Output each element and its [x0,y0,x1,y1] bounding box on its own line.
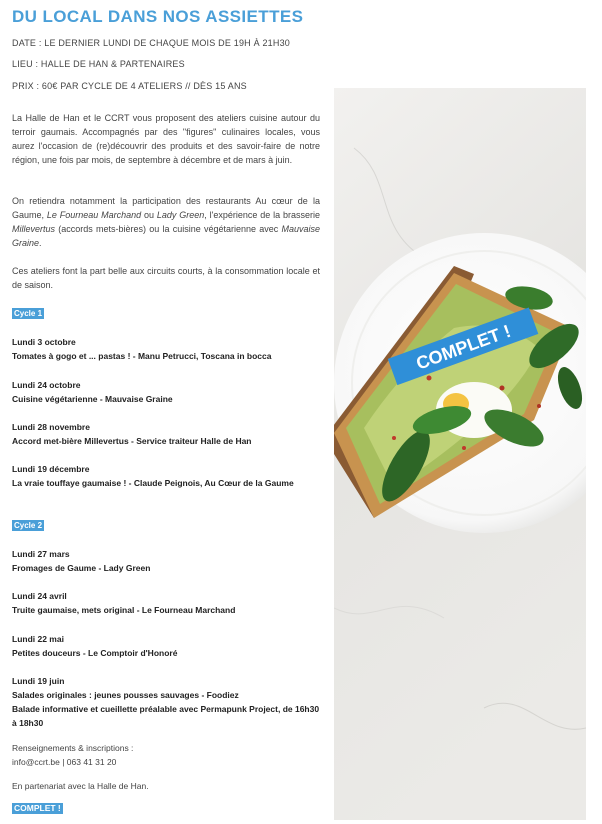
session-item: Lundi 24 avril Truite gaumaise, mets original - Le Fourneau Marchand [12,591,236,615]
page-title: DU LOCAL DANS NOS ASSIETTES [12,7,304,26]
restaurant-lady-green: Lady Green [156,210,205,220]
cycle-2-badge: Cycle 2 [14,521,43,530]
event-price: PRIX : 60€ PAR CYCLE DE 4 ATELIERS // DÈS 15 ANS [12,81,247,91]
session-item: Lundi 3 octobre Tomates à gogo et ... pastas ! - Manu Petrucci, Toscana in bocca [12,337,272,361]
complet-badge: COMPLET ! [14,803,61,813]
brasserie-millevertus: Millevertus [12,224,56,234]
session-item: Lundi 28 novembre Accord met-bière Millevertus - Service traiteur Halle de Han [12,422,252,446]
food-photo [334,88,586,820]
partners-paragraph: On retiendra notamment la participation des restaurants Au cœur de la Gaume, Le Fourneau Marchand ou Lady Green, l'expérience de la brasserie Millevertus (accords mets-bières) ou la cuisine végétarienne avec Mauvaise Graine. [12,196,320,248]
cycle-1-badge: Cycle 1 [14,309,43,318]
event-location: LIEU : HALLE DE HAN & PARTENAIRES [12,59,185,69]
complet-banner: COMPLET ! [413,320,514,374]
circuits-paragraph: Ces ateliers font la part belle aux circuits courts, à la consommation locale et de saison. [12,266,320,290]
contact-label: Renseignements & inscriptions : [12,743,134,753]
session-item: Lundi 27 mars Fromages de Gaume - Lady Green [12,549,151,573]
restaurant-fourneau: Le Fourneau Marchand [46,210,142,220]
session-item: Lundi 24 octobre Cuisine végétarienne - Mauvaise Graine [12,380,173,404]
intro-paragraph: La Halle de Han et le CCRT vous proposent des ateliers cuisine autour du terroir gaumais. Accompagnés par des "figures" culinaires locales, vous aurez l'occasion de (re)découvrir des produits et des savoir-faire de notre région, une fois par mois, de septembre à décembre et de mars à juin. [12,113,320,165]
contact-info[interactable]: info@ccrt.be | 063 41 31 20 [12,757,117,767]
session-item: Lundi 19 juin Salades originales : jeunes pousses sauvages - Foodiez Balade informative et cueillette préalable avec Permapunk Project, de 16h30 à 18h30 [12,676,320,728]
partnership-note: En partenariat avec la Halle de Han. [12,781,149,791]
event-date: DATE : LE DERNIER LUNDI DE CHAQUE MOIS DE 19H À 21H30 [12,38,291,48]
session-item: Lundi 22 mai Petites douceurs - Le Comptoir d'Honoré [12,634,178,658]
session-item: Lundi 19 décembre La vraie touffaye gaumaise ! - Claude Peignois, Au Cœur de la Gaume [12,464,294,488]
mauvaise-graine: Mauvaise Graine [12,224,320,248]
